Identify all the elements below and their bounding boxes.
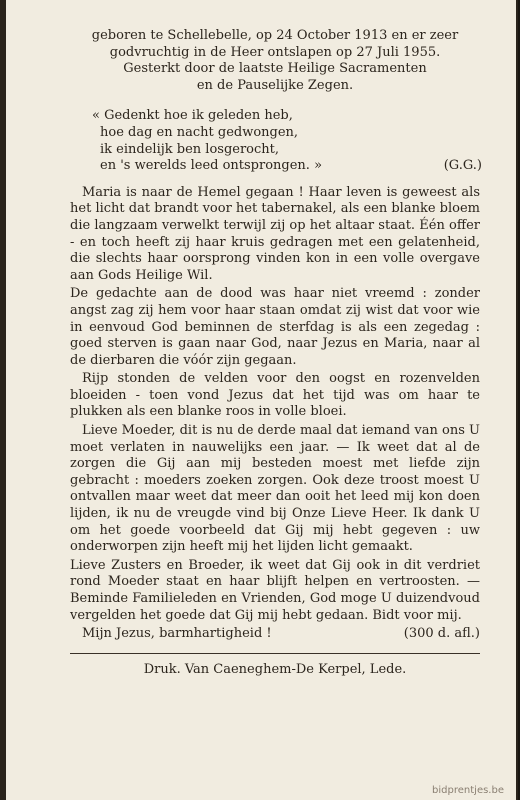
poem-line: en 's werelds leed ontsprongen. » bbox=[100, 158, 323, 174]
poem-line: hoe dag en nacht gedwongen, bbox=[100, 124, 299, 140]
printer-credit: Druk. Van Caeneghem-De Kerpel, Lede. bbox=[143, 661, 407, 677]
memorial-card bbox=[6, 0, 518, 800]
closing-prayer: Mijn Jezus, barmhartigheid ! bbox=[82, 626, 272, 642]
paragraph: Maria is naar de Hemel gegaan ! Haar leven is geweest als het licht dat brandt voor het tabernakel, als een blanke bloem die langzaam verwelkt terwijl zij op het altaar staat. Één offer - en toch heeft zij haar kruis gedragen met een gelatenheid, die slechts haar oorsprong vinden kon in een volle overgave aan Gods Heilige Wil. bbox=[70, 184, 480, 283]
paragraph: De gedachte aan de dood was haar niet vreemd : zonder angst zag zij hem voor haar staan omdat zij wist dat voor wie in eenvoud God beminnen de sterfdag is als een zegedag : goed sterven is gaan naar God, naar Jezus en Maria, naar al de dierbaren die vóór zijn gegaan. bbox=[70, 286, 480, 368]
header-line: godvruchtig in de Heer ontslapen op 27 Juli 1955. bbox=[109, 44, 441, 60]
header bbox=[70, 28, 480, 94]
watermark: bidprentjes.be bbox=[432, 785, 504, 796]
paragraph: Rijp stonden de velden voor den oogst en rozenvelden bloeiden - toen vond Jezus dat het tijd was om haar te plukken als een blanke roos in volle bloei. bbox=[70, 371, 480, 420]
closing-line bbox=[70, 626, 480, 643]
card-right-edge bbox=[516, 0, 518, 800]
header-line: en de Pauselijke Zegen. bbox=[196, 77, 354, 93]
poem-line: « Gedenkt hoe ik geleden heb, bbox=[92, 108, 293, 124]
divider bbox=[70, 653, 480, 654]
paragraph: Lieve Zusters en Broeder, ik weet dat Gij ook in dit verdriet rond Moeder staat en haar blijft helpen en vertroosten. — Beminde Familieleden en Vrienden, God moge U duizendvoud vergelden het goede dat Gij mij hebt gedaan. Bidt voor mij. bbox=[70, 557, 480, 623]
memorial-text bbox=[70, 185, 480, 643]
indulgence-note: (300 d. afl.) bbox=[403, 626, 480, 642]
header-line: Gesterkt door de laatste Heilige Sacramenten bbox=[123, 61, 427, 77]
header-line: geboren te Schellebelle, op 24 October 1913 en er zeer bbox=[91, 28, 459, 43]
card-text bbox=[70, 28, 480, 678]
paragraph: Lieve Moeder, dit is nu de derde maal dat iemand van ons U moet verlaten in nauwelijks een jaar. — Ik weet dat al de zorgen die Gij aan mij besteden moest met liefde zijn gebracht : moeders zoeken zorgen. Ook deze troost moest U ontvallen maar weet dat meer dan ooit het leed mij kon doen lijden, ik nu de vreugde vind bij Onze Lieve Heer. Ik dank U om het goede voorbeeld dat Gij mij hebt gegeven : uw onderworpen zijn heeft mij het lijden licht gemaakt. bbox=[70, 423, 480, 555]
poem bbox=[92, 108, 482, 174]
poem-line: ik eindelijk ben losgerocht, bbox=[100, 141, 280, 157]
poem-signature: (G.G.) bbox=[443, 158, 482, 174]
